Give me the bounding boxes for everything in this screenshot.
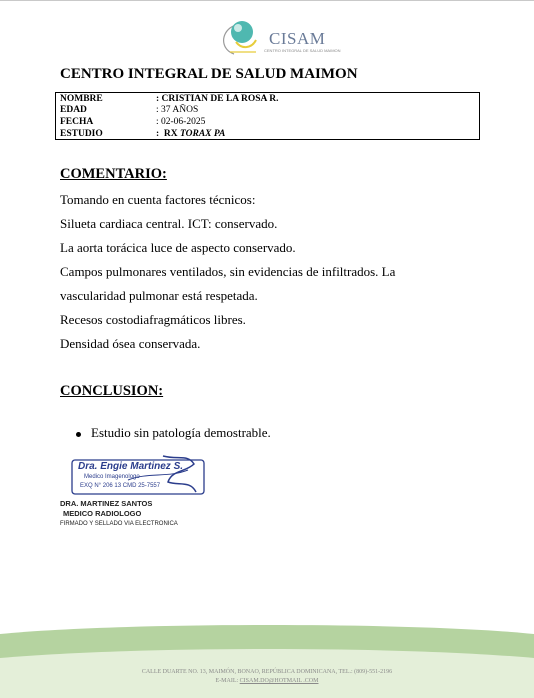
comment-line: La aorta torácica luce de aspecto conservado. xyxy=(60,240,296,255)
signature-stamp xyxy=(68,452,218,502)
comment-line: Silueta cardiaca central. ICT: conservado. xyxy=(60,216,278,231)
info-label: ESTUDIO xyxy=(60,129,103,139)
stamp-role: Medico Imagenologo xyxy=(84,474,140,480)
info-value: : 02-06-2025 xyxy=(156,117,206,127)
stamp-exq: EXQ N° 206 13 CMD 25-7557 xyxy=(80,483,161,489)
page-top-border xyxy=(0,0,534,1)
comment-line: Campos pulmonares ventilados, sin evidencias de infiltrados. La xyxy=(60,264,396,279)
comentario-heading: COMENTARIO: xyxy=(60,166,167,182)
conclusion-item: Estudio sin patología demostrable. xyxy=(91,425,271,440)
comment-line: Tomando en cuenta factores técnicos: xyxy=(60,192,256,207)
stamp-name: Dra. Engie Martinez S. xyxy=(78,461,184,472)
cisam-logo xyxy=(212,14,341,62)
logo-subtext: CENTRO INTEGRAL DE SALUD MAIMON xyxy=(264,48,341,53)
email-link[interactable]: CISAM.DO@HOTMAIL .COM xyxy=(239,678,319,684)
doctor-title: MEDICO RADIOLOGO xyxy=(63,509,142,518)
footer-wave-icon xyxy=(0,620,534,698)
page-title: CENTRO INTEGRAL DE SALUD MAIMON xyxy=(60,66,358,82)
info-value: : CRISTIAN DE LA ROSA R. xyxy=(156,94,279,104)
info-value xyxy=(156,129,225,140)
study-prefix: : RX xyxy=(156,129,181,139)
info-label: EDAD xyxy=(60,105,87,115)
study-name: TORAX PA xyxy=(180,129,226,139)
info-value: : 37 AÑOS xyxy=(156,105,199,115)
logo-text: CISAM xyxy=(269,29,326,48)
comment-line: Densidad ósea conservada. xyxy=(60,336,201,351)
email-label: E-MAIL: xyxy=(215,678,239,684)
comment-line: vascularidad pulmonar está respetada. xyxy=(60,288,258,303)
patient-info-box xyxy=(55,92,480,140)
footer-address: CALLE DUARTE NO. 13, MAIMÓN, BONAO, REPÚBLICA DOMINICANA, TEL.: (809)-551-2196 xyxy=(141,669,393,675)
info-label: NOMBRE xyxy=(60,94,103,104)
comment-line: Recesos costodiafragmáticos libres. xyxy=(60,312,246,327)
doctor-name: DRA. MARTINEZ SANTOS xyxy=(60,499,153,508)
footer-email xyxy=(0,678,534,684)
bullet-icon xyxy=(76,432,81,437)
signature-note: FIRMADO Y SELLADO VIA ELECTRONICA xyxy=(60,521,178,527)
conclusion-heading: CONCLUSION: xyxy=(60,383,164,399)
info-label: FECHA xyxy=(60,117,94,127)
